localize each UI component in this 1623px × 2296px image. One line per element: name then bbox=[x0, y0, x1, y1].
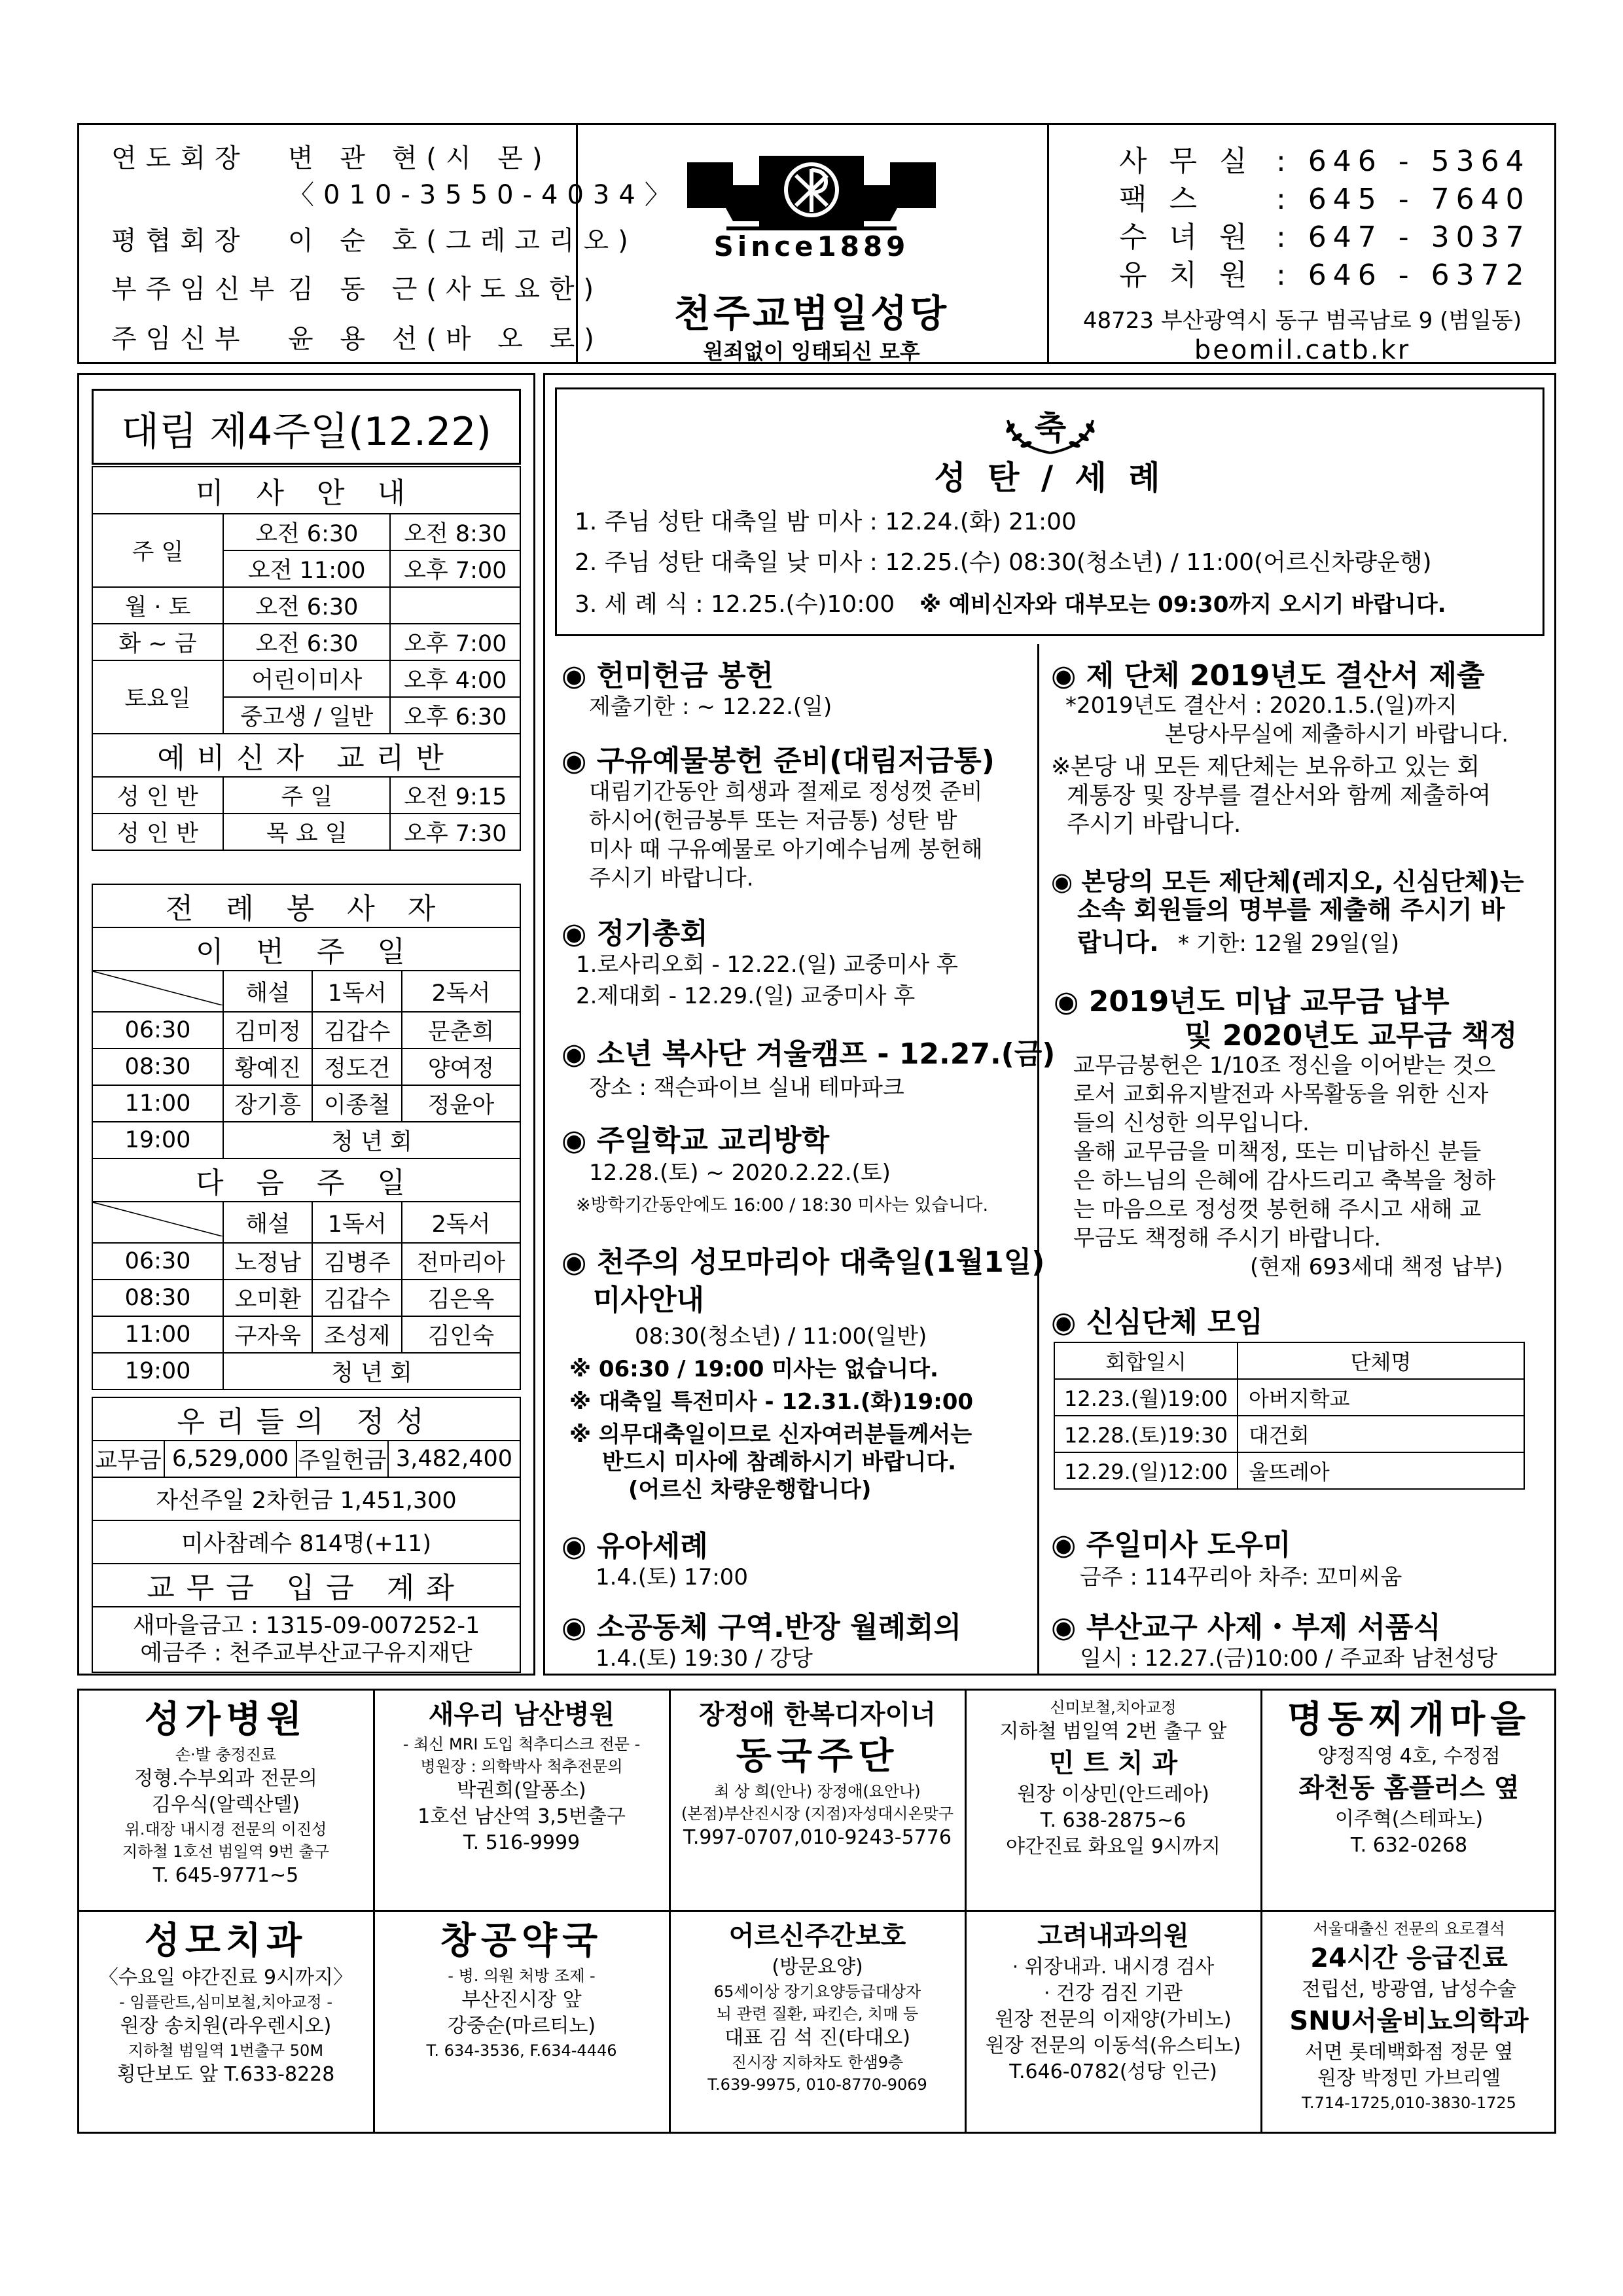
website-link[interactable]: beomil.catb.kr bbox=[1194, 335, 1411, 365]
notice-line: ※ 의무대축일이므로 신자여러분들께서는 bbox=[569, 1422, 972, 1448]
meeting-date: 12.28.(토)19:30 bbox=[1054, 1416, 1238, 1452]
notice-line: 일시 : 12.27.(금)10:00 / 주교좌 남천성당 bbox=[1080, 1645, 1498, 1672]
server-name: 정도건 bbox=[312, 1049, 401, 1085]
ad-title: 어르신주간보호 bbox=[728, 1921, 906, 1951]
ad-title: 창공약국 bbox=[440, 1920, 603, 1962]
ad-line: 지하철 범일역 1번출구 50M bbox=[128, 2041, 324, 2060]
meeting-group: 울뜨레아 bbox=[1238, 1452, 1524, 1489]
offering-table bbox=[92, 1397, 521, 1673]
ad-line: SNU서울비뇨의학과 bbox=[1289, 2006, 1529, 2036]
notice-line: 1.4.(토) 19:30 / 강당 bbox=[596, 1645, 813, 1672]
notice-title: ◉ 소공동체 구역.반장 월례회의 bbox=[562, 1604, 961, 1645]
contact-value: : 646 - 6372 bbox=[1276, 259, 1531, 292]
role-header: 해설 bbox=[223, 971, 312, 1012]
catechumen-day: 주 일 bbox=[223, 777, 390, 814]
attendance-count: 미사참례수 814명(+11) bbox=[92, 1520, 520, 1564]
servers-table bbox=[92, 884, 521, 1390]
notice-line: 12.28.(토) ~ 2020.2.22.(토) bbox=[589, 1160, 891, 1186]
ad-line: 정형.수부외과 전문의 bbox=[134, 1767, 317, 1790]
servers-title: 전 례 봉 사 자 bbox=[92, 884, 520, 927]
mass-day: 월 · 토 bbox=[92, 587, 223, 624]
meeting-group: 대건회 bbox=[1238, 1416, 1524, 1452]
catechumen-class: 성 인 반 bbox=[92, 777, 223, 814]
server-name: 김병주 bbox=[312, 1243, 401, 1280]
diagonal-cell bbox=[92, 971, 223, 1012]
server-name: 조성제 bbox=[312, 1316, 401, 1353]
notice-line: ※ 06:30 / 19:00 미사는 없습니다. bbox=[569, 1356, 938, 1382]
mass-day: 화 ~ 금 bbox=[92, 624, 223, 660]
ad-line: 강중순(마르티노) bbox=[447, 2015, 596, 2037]
ad-line: 원장 이상민(안드레아) bbox=[1017, 1783, 1209, 1806]
server-name: 구자욱 bbox=[223, 1316, 312, 1353]
account-number: 새마을금고 : 1315-09-007252-1 bbox=[132, 1613, 480, 1639]
meeting-header: 회합일시 bbox=[1054, 1342, 1238, 1379]
meetings-table bbox=[1054, 1342, 1525, 1490]
contact-label: 수 녀 원 bbox=[1119, 221, 1254, 254]
notice-line: 올해 교무금을 미책정, 또는 미납하신 분들 bbox=[1073, 1139, 1482, 1165]
notice-title: ◉ 주일학교 교리방학 bbox=[562, 1117, 829, 1158]
notice-line: 계통장 및 장부를 결산서와 함께 제출하여 bbox=[1067, 782, 1491, 809]
catechumen-title: 예비신자 교리반 bbox=[92, 734, 520, 777]
ad-title: 성가병원 bbox=[144, 1698, 308, 1741]
ad-cell bbox=[670, 1696, 965, 1851]
offering-value: 3,482,400 bbox=[388, 1441, 520, 1477]
account-info bbox=[92, 1607, 520, 1672]
catechumen-time: 오후 7:30 bbox=[390, 814, 520, 850]
mass-time: 오후 4:00 bbox=[390, 660, 520, 697]
notice-line: *2019년도 결산서 : 2020.1.5.(일)까지 bbox=[1065, 692, 1457, 719]
officials-list bbox=[72, 131, 680, 360]
mass-time: 오전 11:00 bbox=[223, 550, 390, 587]
server-name: 김인숙 bbox=[402, 1316, 520, 1353]
address: 48723 부산광역시 동구 범곡남로 9 (범일동) bbox=[1082, 308, 1522, 334]
server-time: 06:30 bbox=[92, 1012, 223, 1049]
role-header: 2독서 bbox=[402, 971, 520, 1012]
ad-title: 명동찌개마을 bbox=[1287, 1698, 1531, 1741]
server-name: 김미정 bbox=[223, 1012, 312, 1049]
ad-cell bbox=[966, 1696, 1260, 1860]
notice-title: ◉ 소년 복사단 겨울캠프 - 12.27.(금) bbox=[562, 1030, 1055, 1072]
notice-line: ※본당 내 모든 제단체는 보유하고 있는 회 bbox=[1051, 753, 1480, 780]
ad-cell bbox=[79, 1918, 373, 2088]
ad-line: 손·발 충정진료 bbox=[175, 1746, 277, 1764]
ad-line: T.639-9975, 010-8770-9069 bbox=[707, 2075, 927, 2094]
ad-line: 지하철 1호선 범일역 9번 출구 bbox=[122, 1842, 330, 1861]
offering-title: 우리들의 정성 bbox=[92, 1397, 520, 1441]
server-name: 김갑수 bbox=[312, 1280, 401, 1316]
notice-subtitle: 미사안내 bbox=[593, 1283, 705, 1317]
ad-line: 이주혁(스테파노) bbox=[1334, 1808, 1484, 1831]
notice-line: 08:30(청소년) / 11:00(일반) bbox=[635, 1323, 927, 1350]
notice-title: ◉ 신심단체 모임 bbox=[1051, 1299, 1263, 1340]
server-name: 김갑수 bbox=[312, 1012, 401, 1049]
ad-line: (본점)부산진시장 (지점)자성대시온맞구 bbox=[681, 1804, 954, 1823]
mass-time: 중고생 / 일반 bbox=[223, 697, 390, 734]
mass-schedule-table bbox=[92, 466, 521, 851]
ad-line: 〈수요일 야간진료 9시까지〉 bbox=[99, 1966, 353, 1989]
notice-line: (현재 693세대 책정 납부) bbox=[1250, 1254, 1503, 1280]
mass-time: 오전 6:30 bbox=[223, 514, 390, 550]
ad-line: 김우식(알렉산델) bbox=[151, 1793, 300, 1816]
ad-line: 부산진시장 앞 bbox=[461, 1988, 582, 2011]
notice-line: 2.제대회 - 12.29.(일) 교중미사 후 bbox=[576, 983, 916, 1009]
server-name: 전마리아 bbox=[402, 1243, 520, 1280]
ad-line: 최 상 희(안나) 장정애(요안나) bbox=[714, 1782, 921, 1801]
ad-line: T.997-0707,010-9243-5776 bbox=[683, 1826, 952, 1849]
notice-line: (어르신 차량운행합니다) bbox=[628, 1477, 872, 1503]
notice-line: 대림기간동안 희생과 절제로 정성껏 준비 bbox=[589, 779, 983, 805]
contact-label: 팩 스 bbox=[1119, 183, 1204, 216]
server-time: 11:00 bbox=[92, 1085, 223, 1122]
catechumen-day: 목 요 일 bbox=[223, 814, 390, 850]
church-motto: 원죄없이 잉태되신 모후 bbox=[703, 339, 920, 364]
official-name: 김 동 근(사도요한) bbox=[288, 274, 603, 304]
offering-label: 주일헌금 bbox=[296, 1441, 388, 1477]
week-title: 대림 제4주일(12.22) bbox=[121, 409, 491, 455]
ad-cell bbox=[966, 1918, 1260, 2085]
contact-value: : 647 - 3037 bbox=[1276, 221, 1531, 254]
mass-time: 오후 6:30 bbox=[390, 697, 520, 734]
ad-line: T.714-1725,010-3830-1725 bbox=[1302, 2094, 1516, 2112]
ad-line: 65세이상 장기요양등급대상자 bbox=[713, 1982, 921, 2001]
notice-line: 주시기 바랍니다. bbox=[589, 865, 754, 891]
ad-line: 동국주단 bbox=[736, 1735, 899, 1778]
ad-cell bbox=[79, 1696, 373, 1889]
notice-line: 금주 : 114꾸리아 차주: 꼬미씨움 bbox=[1080, 1564, 1402, 1590]
ad-line: 24시간 응급진료 bbox=[1310, 1943, 1508, 1973]
youth-group: 청 년 회 bbox=[223, 1122, 520, 1158]
ad-title: 서울대출신 전문의 요로결석 bbox=[1313, 1920, 1505, 1938]
account-title: 교무금 입금 계좌 bbox=[92, 1564, 520, 1607]
ad-line: · 건강 검진 기관 bbox=[1043, 1982, 1183, 2005]
role-label: 연도회장 bbox=[111, 143, 249, 173]
server-name: 황예진 bbox=[223, 1049, 312, 1085]
role-label: 부주임신부 bbox=[111, 274, 284, 304]
ad-line: T. 516-9999 bbox=[463, 1831, 580, 1854]
notice-line: 소속 회원들의 명부를 제출해 주시기 바 bbox=[1077, 895, 1505, 924]
ad-line: 위.대장 내시경 전문의 이진성 bbox=[124, 1820, 327, 1839]
meeting-date: 12.23.(월)19:00 bbox=[1054, 1379, 1238, 1416]
role-header: 1독서 bbox=[312, 971, 401, 1012]
ad-line: - 병. 의원 처방 조제 - bbox=[448, 1967, 596, 1985]
notice-title: ◉ 정기총회 bbox=[562, 910, 708, 952]
notice-subtitle: 및 2020년도 교무금 책정 bbox=[1185, 1019, 1518, 1052]
notice-title: ◉ 부산교구 사제・부제 서품식 bbox=[1051, 1604, 1441, 1645]
notice-line: 로서 교회유지발전과 사목활동을 위한 신자 bbox=[1073, 1081, 1489, 1107]
christmas-note: ※ 예비신자와 대부모는 09:30까지 오시기 바랍니다. bbox=[919, 592, 1446, 618]
server-name: 문춘희 bbox=[402, 1012, 520, 1049]
ad-line: 좌천동 홈플러스 옆 bbox=[1298, 1773, 1520, 1803]
christmas-badge: 축 bbox=[1034, 409, 1067, 447]
church-name: 천주교범일성당 bbox=[673, 291, 950, 336]
contact-value: : 645 - 7640 bbox=[1276, 183, 1531, 216]
notice-line: 제출기한 : ~ 12.22.(일) bbox=[589, 694, 832, 720]
ad-line: T. 645-9771~5 bbox=[152, 1864, 299, 1887]
server-name: 오미환 bbox=[223, 1280, 312, 1316]
ad-cell bbox=[670, 1918, 965, 2096]
notice-line: 반드시 미사에 참례하시기 바랍니다. bbox=[602, 1449, 957, 1475]
server-time: 11:00 bbox=[92, 1316, 223, 1353]
official-name: 변 관 현(시 몬) bbox=[288, 143, 552, 173]
this-week-title: 이 번 주 일 bbox=[92, 927, 520, 971]
charity-offering: 자선주일 2차헌금 1,451,300 bbox=[92, 1477, 520, 1520]
notice-line: 은 하느님의 은혜에 감사드리고 축복을 청하 bbox=[1073, 1168, 1496, 1194]
notice-line: 주시기 바랍니다. bbox=[1067, 811, 1241, 838]
account-holder: 예금주 : 천주교부산교구유지재단 bbox=[140, 1640, 473, 1666]
ad-line: T. 638-2875~6 bbox=[1040, 1809, 1186, 1832]
notice-title: ◉ 주일미사 도우미 bbox=[1051, 1521, 1291, 1563]
official-name: 이 순 호(그레고리오) bbox=[288, 226, 637, 256]
notice-title: ◉ 구유예물봉헌 준비(대림저금통) bbox=[562, 737, 995, 779]
ad-line: T.646-0782(성당 인근) bbox=[1009, 2060, 1217, 2083]
notice-title: ◉ 제 단체 2019년도 결산서 제출 bbox=[1051, 652, 1485, 694]
notice-line: ※방학기간동안에도 16:00 / 18:30 미사는 있습니다. bbox=[576, 1195, 989, 1215]
ad-line: 병원장 : 의학박사 척추전문의 bbox=[420, 1757, 623, 1776]
role-label: 평협회장 bbox=[111, 226, 249, 256]
mass-time: 오후 7:00 bbox=[390, 550, 520, 587]
header-divider-right bbox=[1047, 123, 1049, 364]
ad-line: 양정직영 4호, 수정점 bbox=[1317, 1745, 1501, 1768]
mass-day: 주 일 bbox=[92, 514, 223, 587]
contact-value: : 646 - 5364 bbox=[1276, 145, 1531, 178]
role-header: 1독서 bbox=[312, 1202, 401, 1243]
server-time: 08:30 bbox=[92, 1280, 223, 1316]
meeting-header: 단체명 bbox=[1238, 1342, 1524, 1379]
mass-day: 토요일 bbox=[92, 660, 223, 734]
diagonal-line-icon bbox=[93, 1202, 223, 1236]
ad-line: 대표 김 석 진(타대오) bbox=[724, 2026, 910, 2049]
ad-title: 신미보철,치아교정 bbox=[1050, 1698, 1177, 1717]
ad-line: 원장 송치원(라우렌시오) bbox=[120, 2015, 332, 2037]
christmas-line-3: 3. 세 례 식 : 12.25.(수)10:00 bbox=[575, 591, 895, 618]
role-label: 주임신부 bbox=[111, 324, 249, 354]
ads-divider bbox=[77, 1910, 1556, 1912]
ad-line: T. 632-0268 bbox=[1350, 1834, 1468, 1857]
role-header: 해설 bbox=[223, 1202, 312, 1243]
ad-line: - 임플란트,심미보철,치아교정 - bbox=[118, 1993, 333, 2011]
mass-title: 미 사 안 내 bbox=[92, 467, 520, 514]
offering-value: 6,529,000 bbox=[164, 1441, 296, 1477]
notice-title: ◉ 유아세례 bbox=[562, 1522, 708, 1564]
notice-line: * 기한: 12월 29일(일) bbox=[1178, 931, 1400, 957]
since-label: Since1889 bbox=[713, 230, 910, 262]
role-header: 2독서 bbox=[402, 1202, 520, 1243]
notice-line: 1.4.(토) 17:00 bbox=[596, 1564, 749, 1590]
notice-title: ◉ 본당의 모든 제단체(레지오, 신심단체)는 bbox=[1051, 861, 1524, 897]
ad-line: (방문요양) bbox=[772, 1956, 863, 1979]
ad-line: 민 트 치 과 bbox=[1048, 1748, 1178, 1778]
notice-title: ◉ 2019년도 미납 교무금 납부 bbox=[1054, 978, 1450, 1020]
notice-line: 하시어(헌금봉투 또는 저금통) 성탄 밤 bbox=[589, 808, 957, 834]
ad-line: · 위장내과. 내시경 검사 bbox=[1012, 1956, 1215, 1979]
christmas-line-1: 1. 주님 성탄 대축일 밤 미사 : 12.24.(화) 21:00 bbox=[575, 509, 1077, 535]
notice-line: 장소 : 잭슨파이브 실내 테마파크 bbox=[589, 1075, 904, 1101]
notice-line: 는 마음으로 정성껏 봉헌해 주시고 새해 교 bbox=[1073, 1196, 1482, 1223]
ad-line: 박권희(알퐁소) bbox=[457, 1779, 586, 1802]
ad-line: 원장 전문의 이동석(유스티노) bbox=[985, 2034, 1241, 2057]
server-name: 장기흥 bbox=[223, 1085, 312, 1122]
server-time: 08:30 bbox=[92, 1049, 223, 1085]
christmas-line-2: 2. 주님 성탄 대축일 낮 미사 : 12.25.(수) 08:30(청소년) / 11:00(어르신차량운행) bbox=[575, 549, 1432, 576]
mass-time: 어린이미사 bbox=[223, 660, 390, 697]
notice-line: 들의 신성한 의무입니다. bbox=[1073, 1110, 1310, 1136]
server-name: 이종철 bbox=[312, 1085, 401, 1122]
meeting-group: 아버지학교 bbox=[1238, 1379, 1524, 1416]
ad-cell bbox=[374, 1696, 669, 1856]
catechumen-time: 오전 9:15 bbox=[390, 777, 520, 814]
next-week-title: 다 음 주 일 bbox=[92, 1158, 520, 1202]
ad-line: 원장 전문의 이재양(가비노) bbox=[995, 2008, 1232, 2031]
ad-line: 1호선 남산역 3,5번출구 bbox=[418, 1805, 626, 1828]
offering-label: 교무금 bbox=[92, 1441, 164, 1477]
notice-line: 랍니다. bbox=[1077, 928, 1159, 957]
notice-line: ※ 대축일 특전미사 - 12.31.(화)19:00 bbox=[569, 1389, 974, 1415]
notice-line: 교무금봉헌은 1/10조 정신을 이어받는 것으 bbox=[1073, 1052, 1496, 1079]
notice-line: 1.로사리오회 - 12.22.(일) 교중미사 후 bbox=[576, 952, 958, 978]
ad-line: 진시장 지하차도 한샘9층 bbox=[731, 2053, 904, 2072]
catechumen-class: 성 인 반 bbox=[92, 814, 223, 850]
ad-line: T. 634-3536, F.634-4446 bbox=[426, 2041, 617, 2060]
ad-line: 전립선, 방광염, 남성수술 bbox=[1302, 1978, 1516, 2001]
ad-line: 뇌 관련 질환, 파킨슨, 치매 등 bbox=[716, 2005, 919, 2023]
server-name: 양여정 bbox=[402, 1049, 520, 1085]
mass-time: 오전 6:30 bbox=[223, 587, 390, 624]
contact-label: 유 치 원 bbox=[1119, 259, 1254, 292]
server-name: 노정남 bbox=[223, 1243, 312, 1280]
ad-title: 성모치과 bbox=[144, 1920, 308, 1962]
contact-label: 사 무 실 bbox=[1119, 145, 1254, 178]
notice-line: 미사 때 구유예물로 아기예수님께 봉헌해 bbox=[589, 836, 983, 863]
diagonal-line-icon bbox=[93, 971, 223, 1005]
diagonal-cell bbox=[92, 1202, 223, 1243]
ad-title: 새우리 남산병원 bbox=[428, 1700, 615, 1730]
ad-line: 서면 롯데백화점 정문 옆 bbox=[1304, 2041, 1514, 2064]
mass-time: 오전 8:30 bbox=[390, 514, 520, 550]
ad-line: - 최신 MRI 도입 척추디스크 전문 - bbox=[402, 1735, 641, 1753]
christmas-title: 성 탄 / 세 례 bbox=[934, 459, 1166, 497]
server-name: 정윤아 bbox=[402, 1085, 520, 1122]
notice-line: 본당사무실에 제출하시기 바랍니다. bbox=[1165, 721, 1509, 747]
ad-cell bbox=[374, 1918, 669, 2062]
mass-time bbox=[390, 587, 520, 624]
official-phone: 〈010-3550-4034〉 bbox=[288, 180, 680, 210]
server-time: 19:00 bbox=[92, 1353, 223, 1390]
server-name: 김은옥 bbox=[402, 1280, 520, 1316]
ad-title: 장정애 한복디자이너 bbox=[699, 1700, 936, 1730]
column-divider bbox=[1037, 644, 1039, 1676]
ad-title: 고려내과의원 bbox=[1037, 1921, 1189, 1951]
server-time: 06:30 bbox=[92, 1243, 223, 1280]
ad-cell bbox=[1262, 1696, 1556, 1859]
ad-line: 야간진료 화요일 9시까지 bbox=[1006, 1835, 1221, 1858]
ad-cell bbox=[1262, 1918, 1556, 2114]
ad-line: 원장 박정민 가브리엘 bbox=[1317, 2067, 1501, 2090]
youth-group: 청 년 회 bbox=[223, 1353, 520, 1390]
ad-line: 횡단보도 앞 T.633-8228 bbox=[116, 2063, 335, 2086]
mass-time: 오후 7:00 bbox=[390, 624, 520, 660]
notice-title: ◉ 헌미헌금 봉헌 bbox=[562, 652, 774, 694]
meeting-date: 12.29.(일)12:00 bbox=[1054, 1452, 1238, 1489]
server-time: 19:00 bbox=[92, 1122, 223, 1158]
notice-title: ◉ 천주의 성모마리아 대축일(1월1일) bbox=[562, 1238, 1044, 1280]
official-name: 윤 용 선(바 오 로) bbox=[288, 324, 603, 354]
ad-line: 지하철 범일역 2번 출구 앞 bbox=[999, 1720, 1227, 1743]
mass-time: 오전 6:30 bbox=[223, 624, 390, 660]
notice-line: 무금도 책정해 주시기 바랍니다. bbox=[1073, 1225, 1382, 1251]
